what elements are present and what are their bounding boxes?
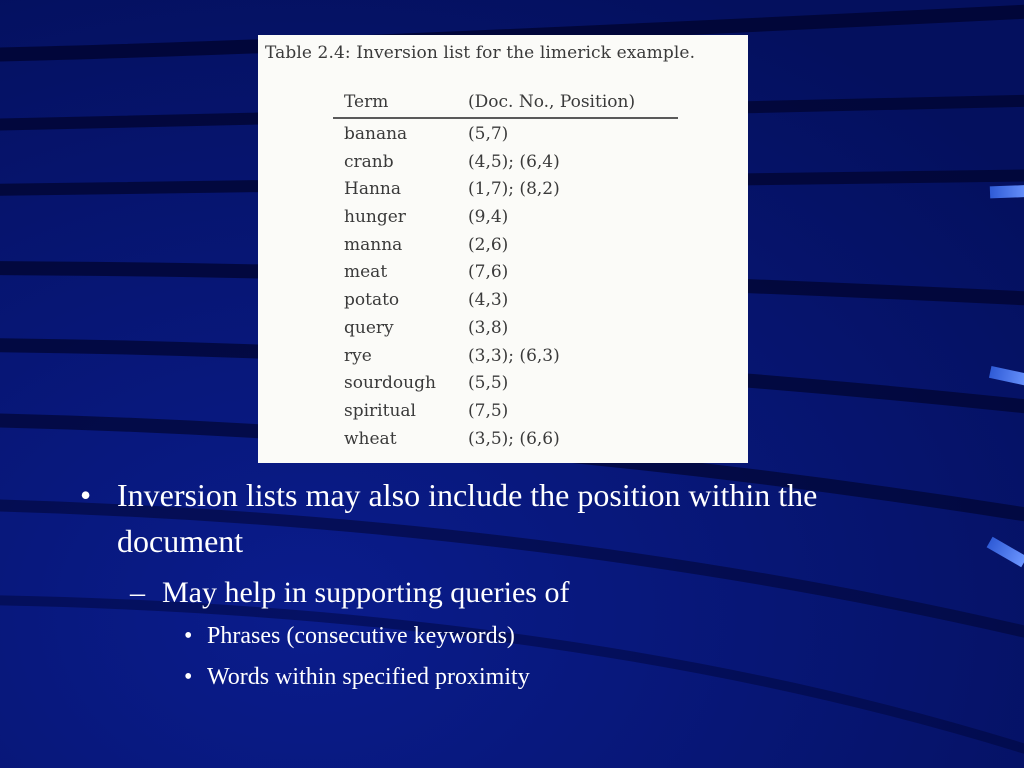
table-row [333, 287, 678, 315]
term-cell: hunger [344, 207, 406, 228]
table-row [333, 121, 678, 149]
bullet-marker: • [184, 623, 193, 649]
term-cell: manna [344, 234, 403, 255]
dash-marker: – [130, 576, 145, 609]
term-cell: rye [344, 345, 372, 366]
table-body [333, 121, 678, 453]
postings-cell: (1,7); (8,2) [468, 179, 560, 200]
term-cell: sourdough [344, 373, 436, 394]
bullet-text: Inversion lists may also include the position within the document [117, 477, 818, 559]
postings-cell: (4,5); (6,4) [468, 151, 560, 172]
postings-cell: (5,7) [468, 124, 509, 144]
table-row [333, 176, 678, 204]
postings-cell: (3,8) [468, 317, 509, 338]
postings-cell: (2,6) [468, 234, 509, 255]
table-row [333, 204, 678, 232]
bullet-text: Words within specified proximity [207, 664, 530, 690]
inversion-list-table [333, 91, 678, 453]
term-cell: query [344, 317, 394, 338]
table-row [333, 398, 678, 426]
term-cell: meat [344, 262, 388, 283]
table-row [333, 343, 678, 371]
table-row [333, 259, 678, 287]
bullet-marker: • [80, 477, 92, 513]
table-row [333, 315, 678, 343]
postings-cell: (7,5) [468, 400, 509, 421]
term-cell: Hanna [344, 179, 401, 200]
term-cell: potato [344, 290, 400, 311]
postings-cell: (9,4) [468, 207, 509, 228]
bullet-text: Phrases (consecutive keywords) [207, 623, 515, 649]
header-term: Term [344, 92, 389, 112]
term-cell: banana [344, 124, 408, 144]
header-postings: (Doc. No., Position) [468, 92, 636, 112]
table-caption: Table 2.4: Inversion list for the limerick example. [265, 43, 696, 63]
table-row [333, 426, 678, 454]
table-row [333, 370, 678, 398]
postings-cell: (5,5) [468, 373, 509, 394]
bullet-marker: • [184, 664, 193, 690]
table-header-row [333, 91, 678, 119]
term-cell: cranb [344, 151, 394, 172]
term-cell: spiritual [344, 400, 416, 421]
bullet-text: May help in supporting queries of [162, 576, 570, 609]
postings-cell: (3,5); (6,6) [468, 428, 560, 449]
postings-cell: (7,6) [468, 262, 509, 283]
table-row [333, 232, 678, 260]
postings-cell: (3,3); (6,3) [468, 345, 560, 366]
term-cell: wheat [344, 428, 397, 449]
table-row [333, 149, 678, 177]
inversion-list-table-image [258, 35, 748, 463]
postings-cell: (4,3) [468, 290, 509, 311]
